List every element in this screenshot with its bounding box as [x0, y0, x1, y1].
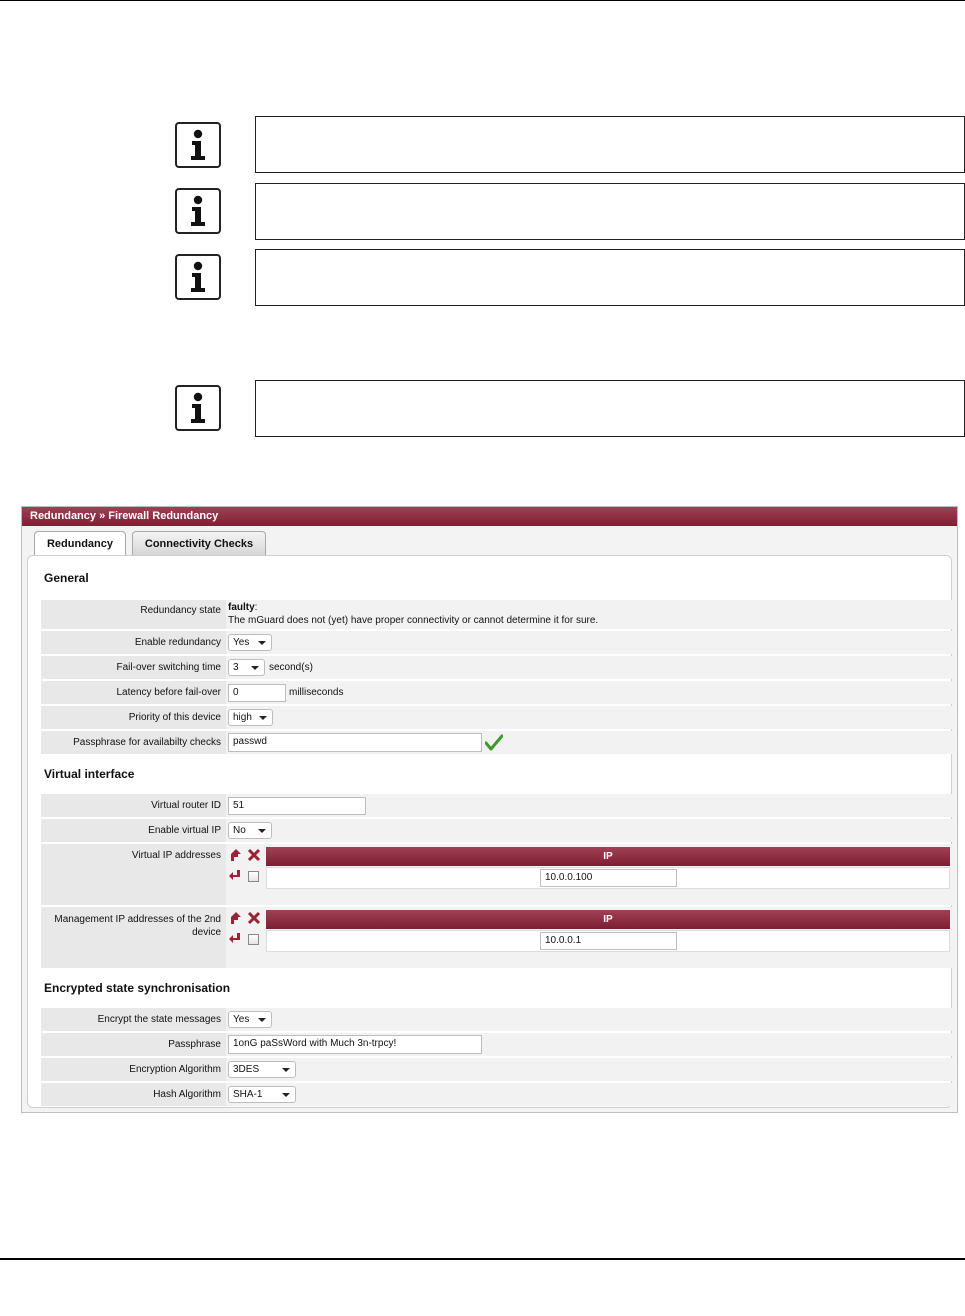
- encryption-algorithm-select[interactable]: [228, 1061, 296, 1078]
- ip-column-header: IP: [266, 910, 950, 929]
- field-value: [226, 731, 955, 754]
- settings-content: [27, 555, 952, 1108]
- delete-row-icon[interactable]: [247, 848, 261, 862]
- ip-table-row: [266, 867, 950, 889]
- ip-column-header: IP: [266, 847, 950, 866]
- redundancy-status-message: The mGuard does not (yet) have proper connectivity or cannot determine it for sure.: [228, 615, 599, 626]
- delete-row-icon[interactable]: [247, 911, 261, 925]
- field-label: Management IP addresses of the 2nd device: [54, 914, 221, 938]
- select-value: Yes: [233, 1014, 250, 1025]
- row-enable-redundancy: [41, 631, 955, 654]
- info-icon: [175, 254, 221, 300]
- add-row-icon[interactable]: [228, 848, 242, 862]
- chevron-down-icon: [282, 1068, 290, 1072]
- enable-redundancy-select[interactable]: [228, 634, 272, 651]
- field-label: Enable redundancy: [134, 637, 221, 648]
- ip-address-input[interactable]: 10.0.0.1: [540, 932, 677, 950]
- field-value: [226, 706, 955, 729]
- unit-label: second(s): [269, 662, 313, 673]
- select-value: 3DES: [233, 1064, 260, 1075]
- chevron-down-icon: [259, 716, 267, 720]
- failover-time-select[interactable]: [228, 659, 265, 676]
- field-label: Passphrase for availabilty checks: [73, 737, 221, 748]
- sync-passphrase-input[interactable]: 1onG paSsWord with Much 3n-trpcy!: [228, 1035, 482, 1054]
- encrypt-state-select[interactable]: [228, 1011, 272, 1028]
- field-label: Encrypt the state messages: [97, 1014, 221, 1025]
- field-label: Enable virtual IP: [148, 825, 221, 836]
- section-heading-encrypted-sync: Encrypted state synchronisation: [44, 981, 231, 995]
- chevron-down-icon: [258, 1018, 266, 1022]
- row-availability-passphrase: [41, 731, 955, 754]
- enable-virtual-ip-select[interactable]: [228, 822, 272, 839]
- row-priority: [41, 706, 955, 729]
- tab-connectivity-checks[interactable]: Connectivity Checks: [132, 531, 266, 555]
- row-encrypt-state: [41, 1008, 955, 1031]
- field-value: [226, 819, 955, 842]
- row-failover-time: [41, 656, 955, 679]
- page-bottom-rule: [0, 1258, 965, 1260]
- insert-row-icon[interactable]: [228, 932, 242, 946]
- section-heading-virtual-interface: Virtual interface: [44, 767, 135, 781]
- chevron-down-icon: [251, 666, 259, 670]
- row-management-ip-addresses: [41, 907, 955, 968]
- info-note-box: [255, 249, 965, 306]
- info-note-box: [255, 116, 965, 173]
- select-value: Yes: [233, 637, 250, 648]
- add-row-icon[interactable]: [228, 911, 242, 925]
- section-heading-general: General: [44, 571, 89, 585]
- field-label: Encryption Algorithm: [129, 1064, 221, 1075]
- chevron-down-icon: [258, 829, 266, 833]
- field-value: [226, 1008, 955, 1031]
- field-label: Priority of this device: [128, 712, 221, 723]
- firewall-redundancy-panel: [21, 506, 958, 1113]
- field-value: [226, 1083, 955, 1106]
- field-label: Virtual router ID: [151, 800, 221, 811]
- field-label: Latency before fail-over: [116, 687, 221, 698]
- chevron-down-icon: [282, 1093, 290, 1097]
- select-value: 3: [233, 662, 239, 673]
- field-label: Redundancy state: [140, 605, 221, 616]
- row-sync-passphrase: [41, 1033, 955, 1056]
- virtual-router-id-input[interactable]: 51: [228, 797, 366, 815]
- field-value: [226, 656, 955, 679]
- ip-address-input[interactable]: 10.0.0.100: [540, 869, 677, 887]
- row-latency: [41, 681, 955, 704]
- select-value: high: [233, 712, 252, 723]
- info-note-box: [255, 183, 965, 240]
- ip-table-row: [266, 930, 950, 952]
- page-top-rule: [0, 0, 965, 1]
- info-icon: [175, 188, 221, 234]
- field-label: Hash Algorithm: [153, 1089, 221, 1100]
- field-value: [226, 907, 955, 968]
- field-value: [226, 1058, 955, 1081]
- field-value: [226, 681, 955, 704]
- availability-passphrase-input[interactable]: passwd: [228, 733, 482, 752]
- field-label: Passphrase: [168, 1039, 221, 1050]
- status-separator: :: [254, 602, 258, 613]
- row-hash-algorithm: [41, 1083, 955, 1106]
- row-select-checkbox[interactable]: [248, 871, 259, 882]
- field-label: Fail-over switching time: [116, 662, 221, 673]
- select-value: SHA-1: [233, 1089, 263, 1100]
- latency-input[interactable]: 0: [228, 684, 286, 702]
- info-icon: [175, 385, 221, 431]
- field-value: [226, 794, 955, 817]
- row-encryption-algorithm: [41, 1058, 955, 1081]
- unit-label: milliseconds: [289, 687, 344, 698]
- priority-select[interactable]: [228, 709, 273, 726]
- redundancy-status: faulty: [228, 602, 255, 613]
- field-value: [226, 844, 955, 905]
- row-select-checkbox[interactable]: [248, 934, 259, 945]
- info-icon: [175, 122, 221, 168]
- breadcrumb: Redundancy » Firewall Redundancy: [22, 507, 957, 526]
- valid-check-icon: [485, 734, 503, 751]
- tab-redundancy[interactable]: Redundancy: [34, 531, 126, 556]
- row-virtual-ip-addresses: [41, 844, 955, 905]
- insert-row-icon[interactable]: [228, 869, 242, 883]
- field-value: [226, 1033, 955, 1056]
- row-virtual-router-id: [41, 794, 955, 817]
- info-note-box: [255, 380, 965, 437]
- field-label: Virtual IP addresses: [131, 850, 221, 861]
- field-value: [226, 600, 955, 629]
- hash-algorithm-select[interactable]: [228, 1086, 296, 1103]
- field-value: [226, 631, 955, 654]
- row-redundancy-state: [41, 600, 955, 629]
- row-enable-virtual-ip: [41, 819, 955, 842]
- select-value: No: [233, 825, 246, 836]
- chevron-down-icon: [258, 641, 266, 645]
